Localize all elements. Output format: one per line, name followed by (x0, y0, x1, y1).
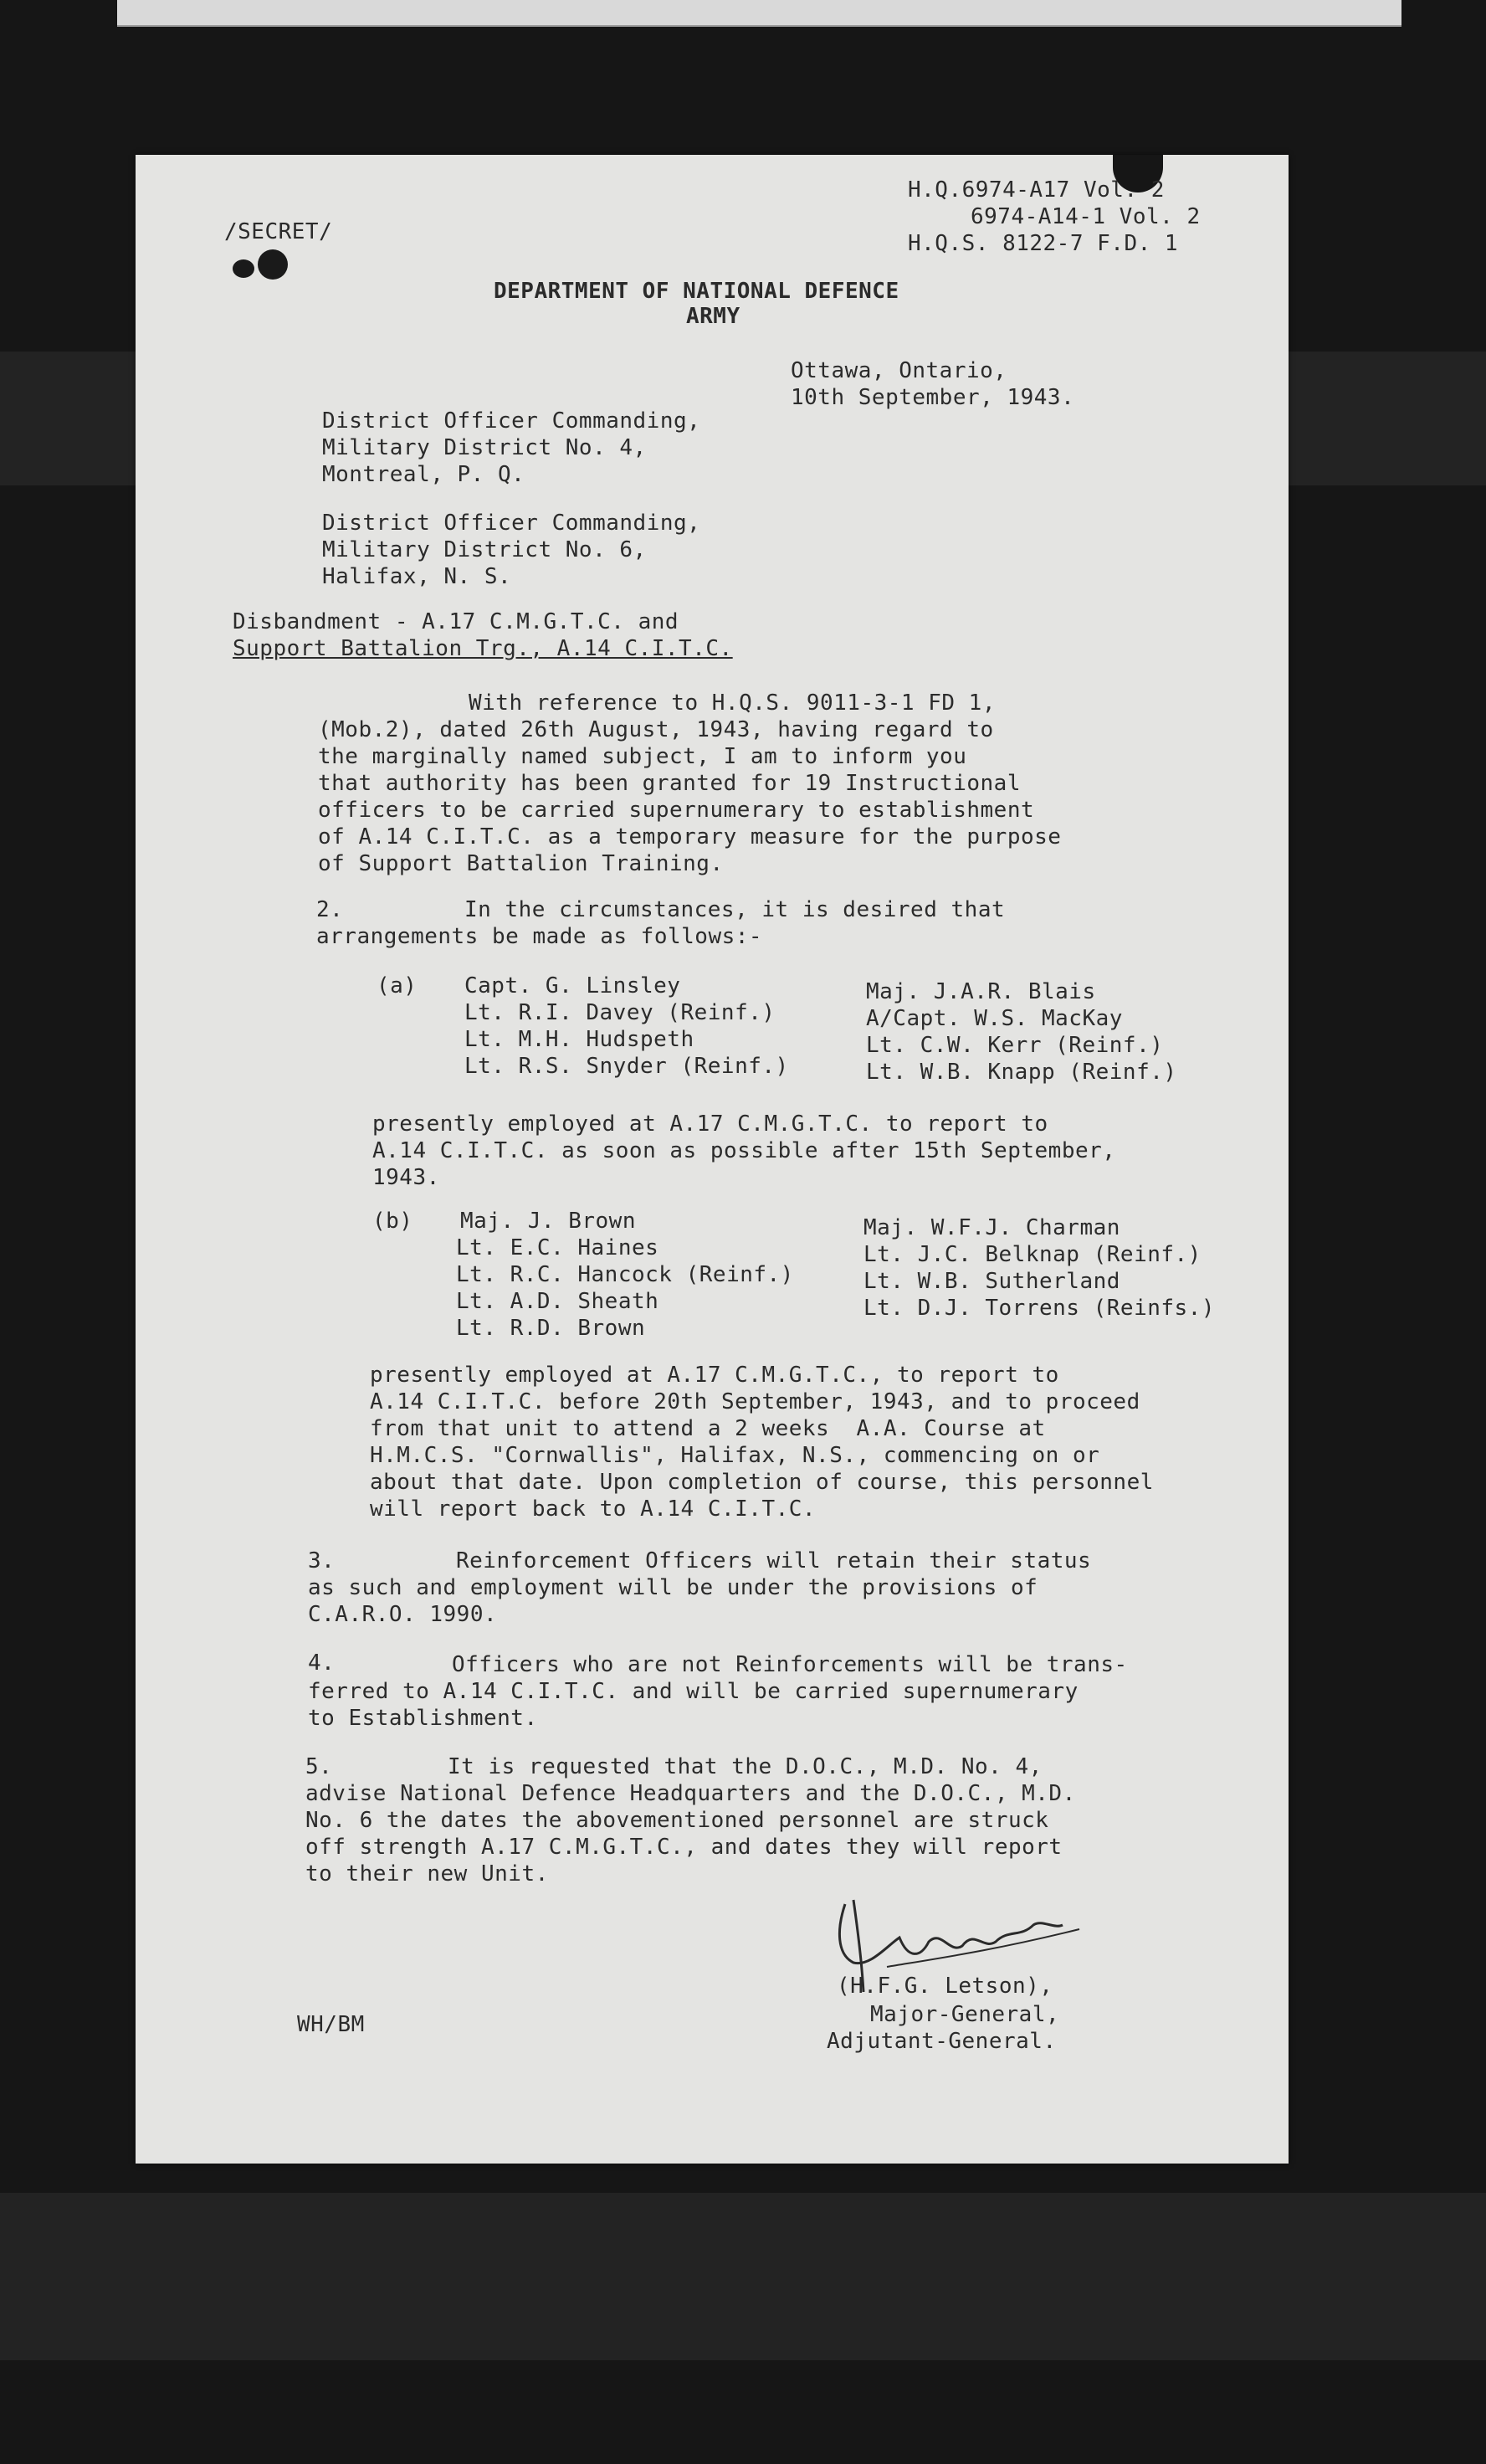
background-band (0, 2193, 1486, 2360)
officer-name: Maj. J. Brown (460, 1209, 636, 1234)
place: Ottawa, Ontario, (791, 358, 1007, 383)
paragraph-number: 4. (308, 1650, 336, 1676)
paragraph-line: With reference to H.Q.S. 9011-3-1 FD 1, (469, 690, 996, 716)
addressee-line: Military District No. 6, (322, 537, 647, 562)
paragraph-line: In the circumstances, it is desired that (464, 897, 1006, 922)
paragraph-line: H.M.C.S. "Cornwallis", Halifax, N.S., commencing on or (370, 1443, 1100, 1468)
officer-name: Lt. D.J. Torrens (Reinfs.) (863, 1296, 1215, 1321)
paragraph-line: that authority has been granted for 19 Instructional (318, 771, 1021, 796)
signatory-title: Adjutant-General. (827, 2029, 1057, 2054)
officer-name: Lt. C.W. Kerr (Reinf.) (866, 1033, 1164, 1058)
paragraph-line: from that unit to attend a 2 weeks A.A. Course at (370, 1416, 1046, 1441)
reference-line: 6974-A14-1 Vol. 2 (971, 204, 1201, 229)
officer-name: Lt. M.H. Hudspeth (464, 1027, 694, 1052)
typist-initials: WH/BM (297, 2012, 365, 2037)
officer-name: A/Capt. W.S. MacKay (866, 1006, 1123, 1031)
addressee-line: District Officer Commanding, (322, 408, 701, 434)
addressee-line: Halifax, N. S. (322, 564, 512, 589)
officer-name: Capt. G. Linsley (464, 973, 681, 998)
paragraph-line: to Establishment. (308, 1706, 538, 1731)
paragraph-line: presently employed at A.17 C.M.G.T.C., to report to (370, 1363, 1059, 1388)
list-label: (a) (377, 973, 418, 998)
branch-heading: ARMY (686, 304, 740, 329)
ink-blot (258, 249, 288, 280)
paragraph-line: arrangements be made as follows:- (316, 924, 763, 949)
paragraph-line: about that date. Upon completion of course, this personnel (370, 1470, 1154, 1495)
paragraph-line: officers to be carried supernumerary to establishment (318, 798, 1035, 823)
addressee-line: Montreal, P. Q. (322, 462, 525, 487)
ink-blot (233, 259, 254, 278)
reference-line: H.Q.6974-A17 Vol. 2 (908, 177, 1165, 203)
subject-line: Disbandment - A.17 C.M.G.T.C. and (233, 609, 679, 634)
paragraph-line: 1943. (372, 1165, 440, 1190)
paragraph-line: as such and employment will be under the provisions of (308, 1575, 1038, 1600)
paragraph-line: presently employed at A.17 C.M.G.T.C. to report to (372, 1111, 1048, 1137)
paragraph-line: ferred to A.14 C.I.T.C. and will be carried supernumerary (308, 1679, 1079, 1704)
paragraph-line: C.A.R.O. 1990. (308, 1602, 498, 1627)
officer-name: Lt. R.C. Hancock (Reinf.) (456, 1262, 794, 1287)
addressee-line: District Officer Commanding, (322, 511, 701, 536)
paragraph-line: Reinforcement Officers will retain their status (456, 1548, 1092, 1573)
paragraph-number: 2. (316, 897, 344, 922)
officer-name: Lt. W.B. Knapp (Reinf.) (866, 1060, 1177, 1085)
officer-name: Lt. R.S. Snyder (Reinf.) (464, 1054, 789, 1079)
officer-name: Lt. R.I. Davey (Reinf.) (464, 1000, 776, 1025)
classification-mark: /SECRET/ (224, 219, 333, 244)
paragraph-line: of Support Battalion Training. (318, 851, 724, 876)
paragraph-number: 3. (308, 1548, 336, 1573)
paragraph-line: Officers who are not Reinforcements will be trans- (452, 1652, 1128, 1677)
paragraph-line: will report back to A.14 C.I.T.C. (370, 1496, 817, 1522)
addressee-line: Military District No. 4, (322, 435, 647, 460)
department-heading: DEPARTMENT OF NATIONAL DEFENCE (494, 279, 899, 304)
letter-date: 10th September, 1943. (791, 385, 1075, 410)
officer-name: Lt. J.C. Belknap (Reinf.) (863, 1242, 1202, 1267)
officer-name: Maj. J.A.R. Blais (866, 979, 1096, 1004)
officer-name: Lt. W.B. Sutherland (863, 1269, 1120, 1294)
paragraph-line: It is requested that the D.O.C., M.D. No. 4, (448, 1754, 1043, 1779)
paragraph-line: to their new Unit. (305, 1861, 549, 1887)
paragraph-line: the marginally named subject, I am to inform you (318, 744, 967, 769)
signatory-name: (H.F.G. Letson), (837, 1974, 1053, 1999)
officer-name: Maj. W.F.J. Charman (863, 1215, 1120, 1240)
paragraph-line: of A.14 C.I.T.C. as a temporary measure for the purpose (318, 824, 1062, 850)
paragraph-line: (Mob.2), dated 26th August, 1943, having regard to (318, 717, 994, 742)
paragraph-line: advise National Defence Headquarters and the D.O.C., M.D. (305, 1781, 1076, 1806)
officer-name: Lt. R.D. Brown (456, 1316, 646, 1341)
subject-line: Support Battalion Trg., A.14 C.I.T.C. (233, 636, 733, 661)
paragraph-number: 5. (305, 1754, 333, 1779)
officer-name: Lt. E.C. Haines (456, 1235, 659, 1260)
paragraph-line: off strength A.17 C.M.G.T.C., and dates they will report (305, 1835, 1063, 1860)
paragraph-line: A.14 C.I.T.C. before 20th September, 1943, and to proceed (370, 1389, 1140, 1414)
list-label: (b) (372, 1209, 413, 1234)
previous-page-strip (117, 0, 1401, 27)
reference-line: H.Q.S. 8122-7 F.D. 1 (908, 231, 1179, 256)
paragraph-line: No. 6 the dates the abovementioned personnel are struck (305, 1808, 1049, 1833)
signatory-rank: Major-General, (870, 2002, 1060, 2027)
officer-name: Lt. A.D. Sheath (456, 1289, 659, 1314)
paragraph-line: A.14 C.I.T.C. as soon as possible after 15th September, (372, 1138, 1116, 1163)
